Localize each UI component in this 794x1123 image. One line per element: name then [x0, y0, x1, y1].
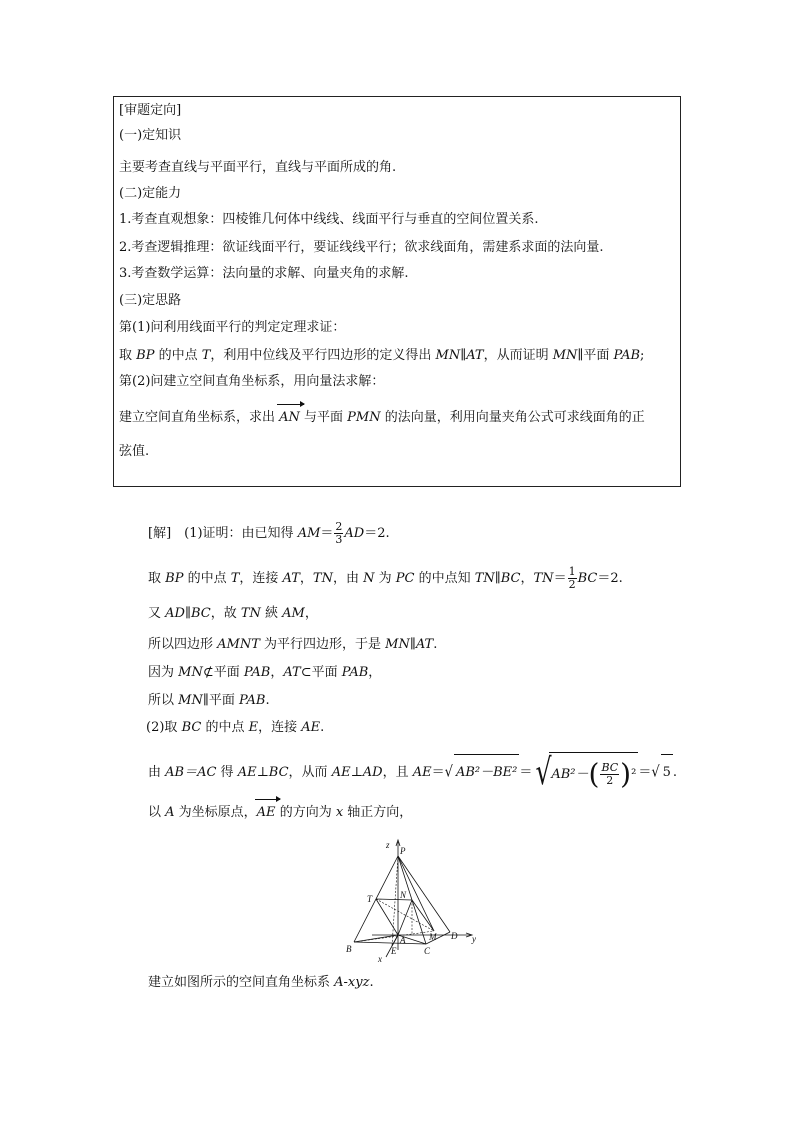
vector-an: AN [279, 410, 300, 425]
step2-body-line2: 弦值. [119, 444, 150, 459]
sqrt-big: √AB²－( $\frac{BC}{2}$ )² [535, 751, 637, 793]
pyramid-figure [342, 832, 482, 962]
label-m: M [429, 932, 437, 942]
label-y: y [472, 934, 476, 944]
analysis-box [113, 96, 681, 487]
label-d: D [451, 931, 458, 941]
ability-item-2: 2.考查逻辑推理：欲证线面平行，要证线线平行；欲求线面角，需建系求面的法向量. [119, 240, 604, 255]
solution-line-4: 所以四边形 AMNT 为平行四边形，于是 MN∥AT. [148, 637, 438, 652]
vector-ae: AE [256, 805, 276, 820]
step2-body-line1: 建立空间直角坐标系，求出 AN 与平面 PMN 的法向量，利用向量夹角公式可求线面角的正 [119, 410, 645, 425]
step1-body: 取 BP 的中点 T，利用中位线及平行四边形的定义得出 MN∥AT，从而证明 MN∥平面 PAB; [119, 348, 645, 363]
label-e: E [391, 946, 397, 956]
label-z: z [386, 840, 390, 850]
solution-line-7: (2)取 BC 的中点 E，连接 AE. [146, 720, 325, 735]
label-p: P [400, 846, 406, 856]
step1-title: 第(1)问利用线面平行的判定定理求证： [119, 320, 346, 335]
box-heading: [审题定向] [119, 103, 182, 118]
label-n: N [400, 890, 407, 900]
solution-line-6: 所以 MN∥平面 PAB. [148, 693, 270, 708]
solution-line-9: 以 A 为坐标原点，AE 的方向为 x 轴正方向， [148, 805, 413, 820]
ability-item-3: 3.考查数学运算：法向量的求解、向量夹角的求解. [119, 266, 409, 281]
section-ability-title: (二)定能力 [119, 186, 182, 201]
solution-line-3: 又 AD∥BC，故 TN 綊 AM， [148, 606, 318, 621]
solution-line-5: 因为 MN⊄平面 PAB，AT⊂平面 PAB， [148, 665, 382, 680]
fraction-one-half: $\frac{1}{2}$ [568, 565, 576, 591]
solution-line-10: 建立如图所示的空间直角坐标系 A-xyz. [148, 975, 374, 990]
label-b: B [346, 944, 352, 954]
label-a: A [400, 935, 406, 945]
ability-item-1: 1.考查直观想象：四棱锥几何体中线线、线面平行与垂直的空间位置关系. [119, 212, 539, 227]
label-x: x [378, 954, 382, 962]
label-c: C [424, 946, 431, 956]
label-t: T [367, 894, 373, 904]
sqrt-ab2-be2: AB²－BE² [454, 754, 519, 791]
solution-line-2: 取 BP 的中点 T，连接 AT，TN，由 N 为 PC 的中点知 TN∥BC，TN＝ $\frac{1}{2}$ BC＝2. [148, 565, 623, 591]
solution-line-8: 由 AB＝AC 得 AE⊥BC，从而 AE⊥AD，且 AE＝√ AB²－BE² ＝√AB²－( $\frac{BC}{2}$ )² ＝√ 5 . [148, 751, 678, 793]
section-approach-title: (三)定思路 [119, 293, 182, 308]
section-knowledge-title: (一)定知识 [119, 128, 182, 143]
solution-line-1: [解] (1)证明：由已知得 AM＝ $\frac{2}{3}$ AD＝2. [148, 520, 390, 546]
sqrt-5: 5 [661, 754, 673, 791]
section-knowledge-body: 主要考查直线与平面平行，直线与平面所成的角. [119, 160, 397, 175]
step2-title: 第(2)问建立空间直角坐标系，用向量法求解： [119, 374, 385, 389]
fraction-two-thirds: $\frac{2}{3}$ [335, 520, 343, 546]
